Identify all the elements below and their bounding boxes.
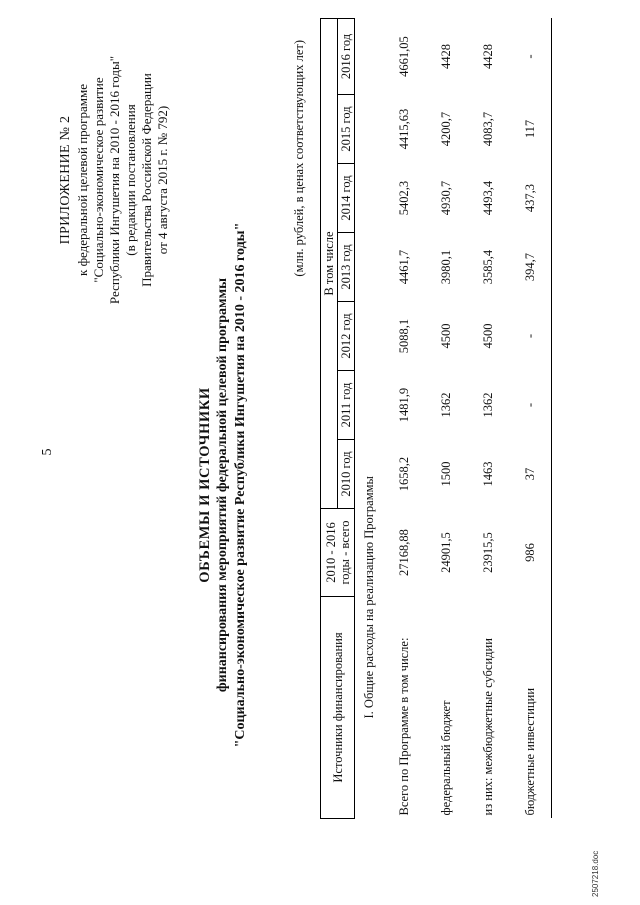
value-cell: 4500 (480, 323, 495, 349)
value-cell: 4415,63 (396, 108, 411, 150)
table-row (383, 19, 425, 819)
value-cell: 1481,9 (396, 387, 411, 423)
value-cell: 4493,4 (480, 180, 495, 216)
header-year: 2016 год (338, 19, 355, 95)
appendix-header (58, 20, 171, 340)
appendix-line: (в редакции постановления (123, 104, 138, 256)
total-cell: 27168,88 (396, 529, 411, 576)
document-title (196, 185, 250, 785)
header-group: В том числе (321, 19, 338, 509)
header-year: 2013 год (338, 233, 355, 302)
value-cell: 1500 (438, 461, 453, 487)
value-cell: 437,3 (509, 164, 552, 233)
value-cell: 1658,2 (396, 456, 411, 492)
value-cell: - (509, 19, 552, 95)
appendix-line: от 4 августа 2015 г. № 792) (155, 105, 170, 255)
appendix-line: к федеральной целевой программе (75, 84, 90, 276)
page-number: 5 (40, 448, 55, 456)
value-cell: 3585,4 (480, 249, 495, 285)
appendix-line: "Социально-экономическое развитие (91, 77, 106, 283)
document-id: 2507218.doc (591, 850, 600, 897)
value-cell: 1362 (438, 392, 453, 418)
section-title: I. Общие расходы на реализацию Программы (361, 476, 376, 719)
value-cell: 1463 (480, 461, 495, 487)
total-cell: 24901,5 (438, 532, 453, 573)
value-cell: 4428 (438, 44, 453, 69)
source-cell: из них: межбюджетные субсидии (481, 638, 495, 816)
value-cell: 394,7 (509, 233, 552, 302)
header-total: 2010 - 2016 годы - всего (321, 509, 355, 597)
source-cell: бюджетные инвестиции (509, 597, 552, 819)
table-row (467, 19, 509, 819)
source-cell: Всего по Программе в том числе: (397, 637, 411, 816)
financing-table (320, 18, 552, 819)
total-cell: 986 (509, 509, 552, 597)
title-sub: финансирования мероприятий федеральной целевой программы (215, 277, 230, 693)
appendix-line: Правительства Российской Федерации (139, 73, 154, 287)
appendix-line: Республики Ингушетия на 2010 - 2016 годы" (107, 55, 122, 305)
header-year: 2015 год (338, 95, 355, 164)
section-row (355, 19, 384, 819)
value-cell: 3980,1 (438, 249, 453, 285)
value-cell: 5088,1 (396, 318, 411, 354)
appendix-title: ПРИЛОЖЕНИЕ № 2 (58, 115, 73, 245)
value-cell: 37 (509, 440, 552, 509)
header-year: 2011 год (338, 371, 355, 440)
total-cell: 23915,5 (480, 532, 495, 573)
value-cell: 4661,05 (396, 36, 411, 77)
value-cell: 117 (509, 95, 552, 164)
source-cell: федеральный бюджет (439, 700, 453, 816)
title-program: "Социально-экономическое развитие Республики Ингушетия на 2010 - 2016 годы" (233, 222, 248, 748)
value-cell: 4930,7 (438, 180, 453, 216)
header-year: 2012 год (338, 302, 355, 371)
value-cell: - (509, 302, 552, 371)
value-cell: 4083,7 (480, 111, 495, 147)
header-year: 2010 год (338, 440, 355, 509)
table-row (509, 19, 552, 819)
value-cell: 4461,7 (396, 249, 411, 285)
value-cell: - (509, 371, 552, 440)
value-cell: 4200,7 (438, 111, 453, 147)
header-year: 2014 год (338, 164, 355, 233)
value-cell: 4428 (480, 44, 495, 69)
value-cell: 1362 (480, 392, 495, 418)
header-source: Источники финансирования (321, 597, 355, 819)
value-cell: 4500 (438, 323, 453, 349)
table-row (425, 19, 467, 819)
value-cell: 5402,3 (396, 180, 411, 216)
title-main: ОБЪЕМЫ И ИСТОЧНИКИ (197, 387, 213, 583)
units-note: (млн. рублей, в ценах соответствующих лет) (292, 40, 306, 277)
